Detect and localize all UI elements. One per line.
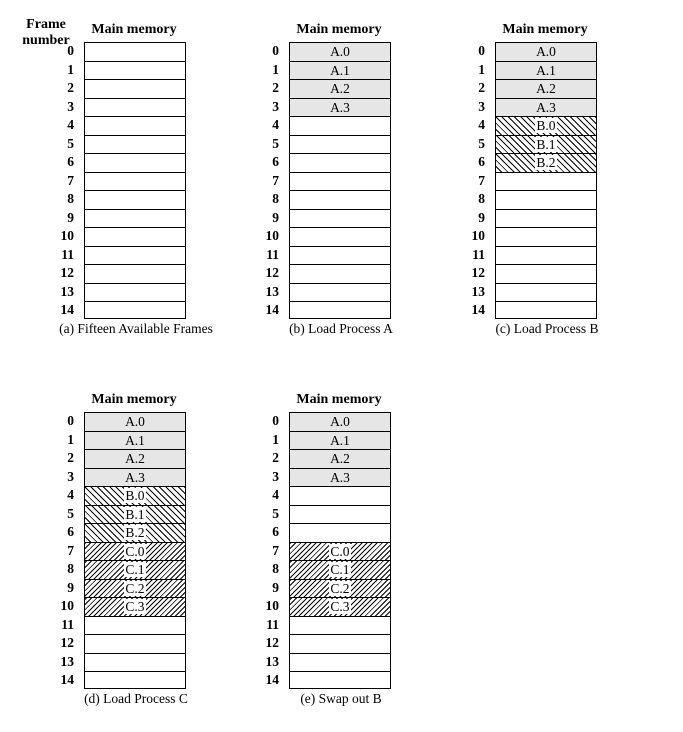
frame-cell-empty bbox=[85, 247, 185, 266]
frame-number: 0 bbox=[67, 43, 74, 58]
frame-number: 11 bbox=[266, 616, 279, 632]
frame-number: 10 bbox=[265, 228, 279, 243]
frame-number: 5 bbox=[478, 135, 485, 151]
frame-number: 9 bbox=[272, 209, 279, 225]
frame-cell-process-a bbox=[290, 99, 390, 118]
frame-number: 0 bbox=[67, 413, 74, 428]
page-label: C.3 bbox=[125, 599, 145, 614]
frame-number: 6 bbox=[478, 154, 485, 169]
frame-cell-empty bbox=[290, 191, 390, 210]
frame-cell-empty bbox=[290, 654, 390, 673]
frame-number: 9 bbox=[67, 579, 74, 595]
page-label: A.3 bbox=[536, 99, 556, 115]
frame-cell-empty bbox=[85, 284, 185, 303]
frame-cell-process-a bbox=[496, 43, 596, 62]
main-memory-title: Main memory bbox=[296, 392, 382, 407]
frame-number: 8 bbox=[478, 191, 485, 206]
frame-number-column bbox=[52, 42, 74, 320]
page-label: A.1 bbox=[125, 432, 145, 448]
frame-number-column bbox=[257, 412, 279, 690]
frame-number: 13 bbox=[60, 653, 74, 669]
frame-cell-empty bbox=[496, 210, 596, 229]
page-label: C.1 bbox=[330, 562, 350, 577]
frame-number: 3 bbox=[67, 98, 74, 114]
frame-cell-empty bbox=[85, 99, 185, 118]
frame-cell-empty bbox=[85, 654, 185, 673]
frame-cell-empty bbox=[290, 136, 390, 155]
frame-cell-empty bbox=[85, 265, 185, 284]
frame-cell-empty bbox=[85, 635, 185, 654]
panel-caption: (e) Swap out B bbox=[300, 691, 382, 706]
frame-number: 12 bbox=[265, 265, 279, 280]
page-label: A.0 bbox=[125, 414, 145, 429]
frame-cell-empty bbox=[85, 80, 185, 99]
frame-number: 13 bbox=[60, 283, 74, 299]
frame-number: 5 bbox=[272, 505, 279, 521]
page-label: A.1 bbox=[330, 432, 350, 448]
frame-number: 8 bbox=[67, 191, 74, 206]
memory-panel bbox=[257, 22, 457, 362]
page-label: C.0 bbox=[125, 543, 145, 559]
frame-cell-empty bbox=[85, 228, 185, 247]
frame-number-column bbox=[463, 42, 485, 320]
frame-number: 2 bbox=[272, 450, 279, 465]
memory-frames bbox=[84, 42, 186, 319]
frame-number: 4 bbox=[272, 487, 279, 502]
frame-number: 2 bbox=[67, 450, 74, 465]
frame-cell-process-a bbox=[290, 413, 390, 432]
main-memory-title: Main memory bbox=[502, 22, 588, 37]
page-label: C.2 bbox=[125, 580, 145, 596]
frame-number: 7 bbox=[272, 542, 279, 558]
frame-cell-empty bbox=[290, 487, 390, 506]
frame-number: 14 bbox=[265, 672, 279, 687]
frame-cell-process-b bbox=[85, 524, 185, 543]
frame-number: 7 bbox=[478, 172, 485, 188]
frame-number: 8 bbox=[272, 561, 279, 576]
frame-cell-process-a bbox=[290, 62, 390, 81]
frame-cell-empty bbox=[290, 672, 390, 691]
frame-number: 9 bbox=[272, 579, 279, 595]
frame-number: 8 bbox=[67, 561, 74, 576]
page-label: B.2 bbox=[125, 525, 145, 540]
frame-cell-empty bbox=[290, 506, 390, 525]
frame-cell-process-b bbox=[496, 154, 596, 173]
frame-number: 14 bbox=[60, 672, 74, 687]
frame-number: 12 bbox=[265, 635, 279, 650]
panel-caption: (b) Load Process A bbox=[289, 321, 393, 336]
page-label: C.2 bbox=[330, 580, 350, 596]
frame-number: 4 bbox=[478, 117, 485, 132]
page-label: C.0 bbox=[330, 543, 350, 559]
frame-cell-empty bbox=[85, 672, 185, 691]
frame-cell-process-c bbox=[85, 598, 185, 617]
frame-number: 7 bbox=[67, 172, 74, 188]
page-label: A.0 bbox=[330, 414, 350, 429]
page-label: C.3 bbox=[330, 599, 350, 614]
frame-number: 9 bbox=[478, 209, 485, 225]
frame-number: 14 bbox=[265, 302, 279, 317]
frame-cell-process-a bbox=[85, 413, 185, 432]
frame-cell-empty bbox=[290, 302, 390, 321]
main-memory-title: Main memory bbox=[91, 392, 177, 407]
page-label: A.1 bbox=[330, 62, 350, 78]
page-label: A.2 bbox=[330, 451, 350, 466]
frame-cell-process-a bbox=[496, 99, 596, 118]
memory-frames bbox=[289, 412, 391, 689]
frame-cell-process-a bbox=[85, 469, 185, 488]
frame-number: 11 bbox=[472, 246, 485, 262]
frame-cell-empty bbox=[496, 191, 596, 210]
page-label: A.3 bbox=[330, 99, 350, 115]
panel-caption: (c) Load Process B bbox=[495, 321, 599, 336]
frame-number: 0 bbox=[272, 413, 279, 428]
frame-header-line1: Frame bbox=[26, 17, 66, 32]
frame-number: 8 bbox=[272, 191, 279, 206]
page-label: A.0 bbox=[330, 44, 350, 59]
frame-number: 7 bbox=[67, 542, 74, 558]
frame-cell-empty bbox=[290, 154, 390, 173]
frame-cell-empty bbox=[290, 228, 390, 247]
frame-number: 11 bbox=[61, 616, 74, 632]
frame-cell-empty bbox=[85, 191, 185, 210]
frame-cell-empty bbox=[290, 284, 390, 303]
memory-panel bbox=[52, 22, 252, 362]
frame-cell-empty bbox=[85, 173, 185, 192]
frame-cell-empty bbox=[85, 62, 185, 81]
frame-number: 0 bbox=[272, 43, 279, 58]
panel-caption: (d) Load Process C bbox=[84, 691, 188, 706]
frame-cell-empty bbox=[290, 117, 390, 136]
frame-cell-process-a bbox=[290, 469, 390, 488]
frame-cell-empty bbox=[85, 302, 185, 321]
frame-number: 14 bbox=[60, 302, 74, 317]
page-label: B.2 bbox=[536, 155, 556, 170]
frame-number: 10 bbox=[265, 598, 279, 613]
frame-cell-process-a bbox=[290, 43, 390, 62]
frame-number: 4 bbox=[272, 117, 279, 132]
memory-frames bbox=[84, 412, 186, 689]
frame-number: 10 bbox=[60, 598, 74, 613]
page-label: B.0 bbox=[125, 488, 145, 503]
memory-panel bbox=[52, 392, 252, 732]
frame-cell-empty bbox=[290, 265, 390, 284]
memory-panel bbox=[463, 22, 663, 362]
frame-cell-process-c bbox=[85, 580, 185, 599]
frame-cell-process-c bbox=[85, 561, 185, 580]
frame-number: 7 bbox=[272, 172, 279, 188]
frame-cell-empty bbox=[290, 635, 390, 654]
frame-cell-empty bbox=[85, 154, 185, 173]
frame-cell-empty bbox=[290, 524, 390, 543]
frame-cell-empty bbox=[85, 117, 185, 136]
page-label: A.2 bbox=[536, 81, 556, 96]
frame-number: 1 bbox=[272, 431, 279, 447]
frame-number: 2 bbox=[272, 80, 279, 95]
frame-number: 4 bbox=[67, 487, 74, 502]
frame-number: 3 bbox=[272, 98, 279, 114]
frame-cell-process-b bbox=[85, 487, 185, 506]
frame-cell-process-c bbox=[85, 543, 185, 562]
frame-cell-process-a bbox=[290, 450, 390, 469]
frame-number: 1 bbox=[272, 61, 279, 77]
page-label: B.1 bbox=[536, 136, 556, 152]
frame-number: 4 bbox=[67, 117, 74, 132]
frame-number: 13 bbox=[471, 283, 485, 299]
frame-number: 12 bbox=[60, 265, 74, 280]
frame-number: 1 bbox=[478, 61, 485, 77]
frame-cell-process-a bbox=[290, 80, 390, 99]
frame-number: 3 bbox=[272, 468, 279, 484]
panel-caption: (a) Fifteen Available Frames bbox=[59, 321, 213, 336]
page-label: A.2 bbox=[125, 451, 145, 466]
frame-number: 6 bbox=[272, 524, 279, 539]
frame-cell-process-b bbox=[496, 136, 596, 155]
frame-number: 1 bbox=[67, 431, 74, 447]
page-label: A.3 bbox=[330, 469, 350, 485]
frame-cell-process-c bbox=[290, 543, 390, 562]
frame-cell-empty bbox=[85, 43, 185, 62]
frame-number: 10 bbox=[60, 228, 74, 243]
frame-number: 9 bbox=[67, 209, 74, 225]
frame-number: 6 bbox=[67, 154, 74, 169]
frame-number: 11 bbox=[266, 246, 279, 262]
frame-number: 2 bbox=[67, 80, 74, 95]
frame-cell-empty bbox=[290, 617, 390, 636]
page-label: B.0 bbox=[536, 118, 556, 133]
frame-number-column bbox=[257, 42, 279, 320]
frame-number: 0 bbox=[478, 43, 485, 58]
frame-cell-empty bbox=[85, 617, 185, 636]
frame-cell-empty bbox=[85, 136, 185, 155]
frame-cell-empty bbox=[290, 247, 390, 266]
frame-cell-empty bbox=[496, 284, 596, 303]
frame-cell-process-a bbox=[85, 432, 185, 451]
frame-number: 13 bbox=[265, 283, 279, 299]
page-label: A.1 bbox=[536, 62, 556, 78]
memory-panel bbox=[257, 392, 457, 732]
frame-cell-process-a bbox=[290, 432, 390, 451]
frame-number: 12 bbox=[60, 635, 74, 650]
frame-cell-process-a bbox=[496, 62, 596, 81]
frame-number: 5 bbox=[67, 505, 74, 521]
frame-cell-process-c bbox=[290, 580, 390, 599]
frame-number: 5 bbox=[67, 135, 74, 151]
frame-number: 11 bbox=[61, 246, 74, 262]
frame-cell-process-b bbox=[85, 506, 185, 525]
frame-number: 12 bbox=[471, 265, 485, 280]
frame-header-line2: number bbox=[22, 33, 70, 48]
frame-cell-empty bbox=[85, 210, 185, 229]
page-label: A.2 bbox=[330, 81, 350, 96]
page-label: A.0 bbox=[536, 44, 556, 59]
frame-cell-process-b bbox=[496, 117, 596, 136]
frame-cell-empty bbox=[290, 173, 390, 192]
frame-number: 5 bbox=[272, 135, 279, 151]
frame-cell-process-a bbox=[85, 450, 185, 469]
frame-number: 13 bbox=[265, 653, 279, 669]
frame-cell-empty bbox=[290, 210, 390, 229]
page-label: B.1 bbox=[125, 506, 145, 522]
memory-frames bbox=[289, 42, 391, 319]
frame-cell-process-a bbox=[496, 80, 596, 99]
frame-cell-empty bbox=[496, 247, 596, 266]
frame-number: 6 bbox=[272, 154, 279, 169]
frame-cell-empty bbox=[496, 228, 596, 247]
page-label: C.1 bbox=[125, 562, 145, 577]
memory-frames bbox=[495, 42, 597, 319]
page-label: A.3 bbox=[125, 469, 145, 485]
frame-number: 3 bbox=[478, 98, 485, 114]
frame-number-column bbox=[52, 412, 74, 690]
frame-number: 10 bbox=[471, 228, 485, 243]
frame-cell-empty bbox=[496, 173, 596, 192]
frame-cell-empty bbox=[496, 265, 596, 284]
frame-number: 14 bbox=[471, 302, 485, 317]
frame-number: 1 bbox=[67, 61, 74, 77]
frame-cell-process-c bbox=[290, 598, 390, 617]
frame-cell-process-c bbox=[290, 561, 390, 580]
main-memory-title: Main memory bbox=[296, 22, 382, 37]
main-memory-title: Main memory bbox=[91, 22, 177, 37]
frame-number: 6 bbox=[67, 524, 74, 539]
frame-cell-empty bbox=[496, 302, 596, 321]
frame-number: 2 bbox=[478, 80, 485, 95]
frame-number: 3 bbox=[67, 468, 74, 484]
